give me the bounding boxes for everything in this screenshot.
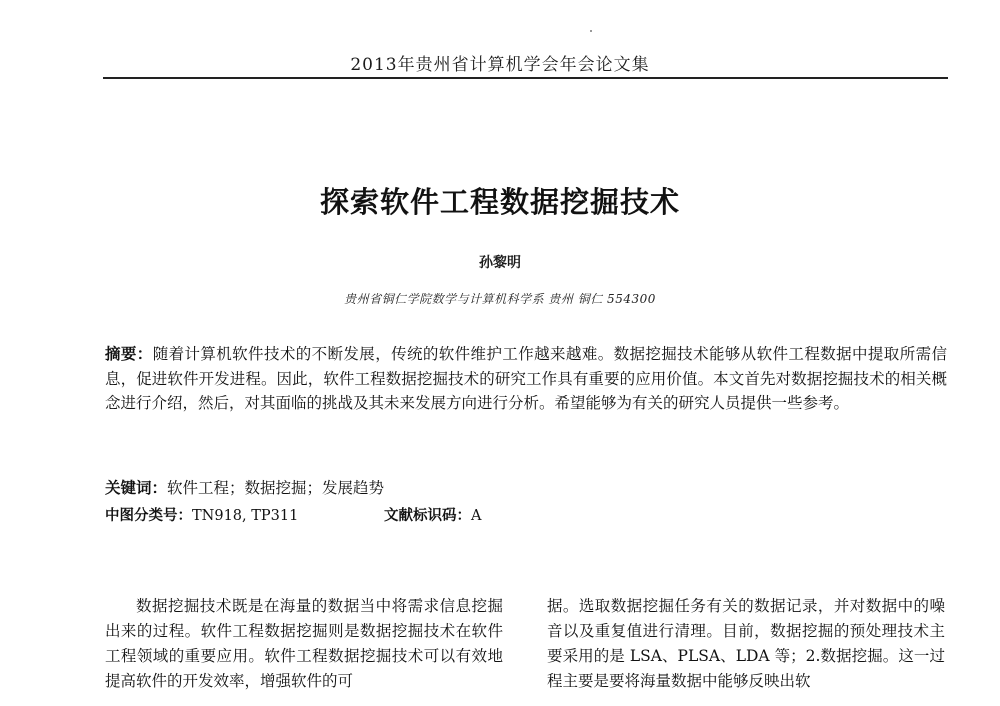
document-code — [384, 504, 481, 525]
keywords — [105, 476, 947, 498]
document-code-value: A — [471, 508, 482, 524]
clc-number — [105, 508, 298, 524]
keywords-label: 关键词： — [105, 479, 168, 497]
clc-value: TN918, TP311 — [192, 508, 299, 524]
author-affiliation: 贵州省铜仁学院数学与计算机科学系 贵州 铜仁 554300 — [344, 292, 656, 306]
header-rule — [103, 77, 948, 79]
scan-speck — [590, 30, 592, 32]
abstract — [105, 342, 947, 416]
document-code-label: 文献标识码： — [384, 508, 471, 524]
classification-line — [105, 504, 947, 525]
clc-label: 中图分类号： — [105, 508, 192, 524]
abstract-label: 摘要： — [105, 345, 153, 363]
body-left-column: 数据挖掘技术既是在海量的数据当中将需求信息挖掘出来的过程。软件工程数据挖掘则是数据挖掘技术在软件工程领域的重要应用。软件工程数据挖掘技术可以有效地提高软件的开发效率，增强软件的可 — [105, 597, 503, 690]
paper-title: 探索软件工程数据挖掘技术 — [319, 185, 680, 219]
author-name: 孙黎明 — [479, 255, 521, 271]
abstract-text: 随着计算机软件技术的不断发展，传统的软件维护工作越来越难。数据挖掘技术能够从软件工程数据中提取所需信息，促进软件开发进程。因此，软件工程数据挖掘技术的研究工作具有重要的应用价值。本文首先对数据挖掘技术的相关概念进行介绍，然后，对其面临的挑战及其未来发展方向进行分析。希望能够为有关的研究人员提供一些参考。 — [105, 345, 947, 412]
body-right-column: 据。选取数据挖掘任务有关的数据记录，并对数据中的噪音以及重复值进行清理。目前，数据挖掘的预处理技术主要采用的是 LSA、PLSA、LDA 等；2.数据挖掘。这一过程主要是要将海量数据中能够反映出软 — [547, 597, 945, 690]
running-head: 2013年贵州省计算机学会年会论文集 — [350, 55, 650, 75]
keywords-text: 软件工程；数据挖掘；发展趋势 — [167, 479, 385, 497]
